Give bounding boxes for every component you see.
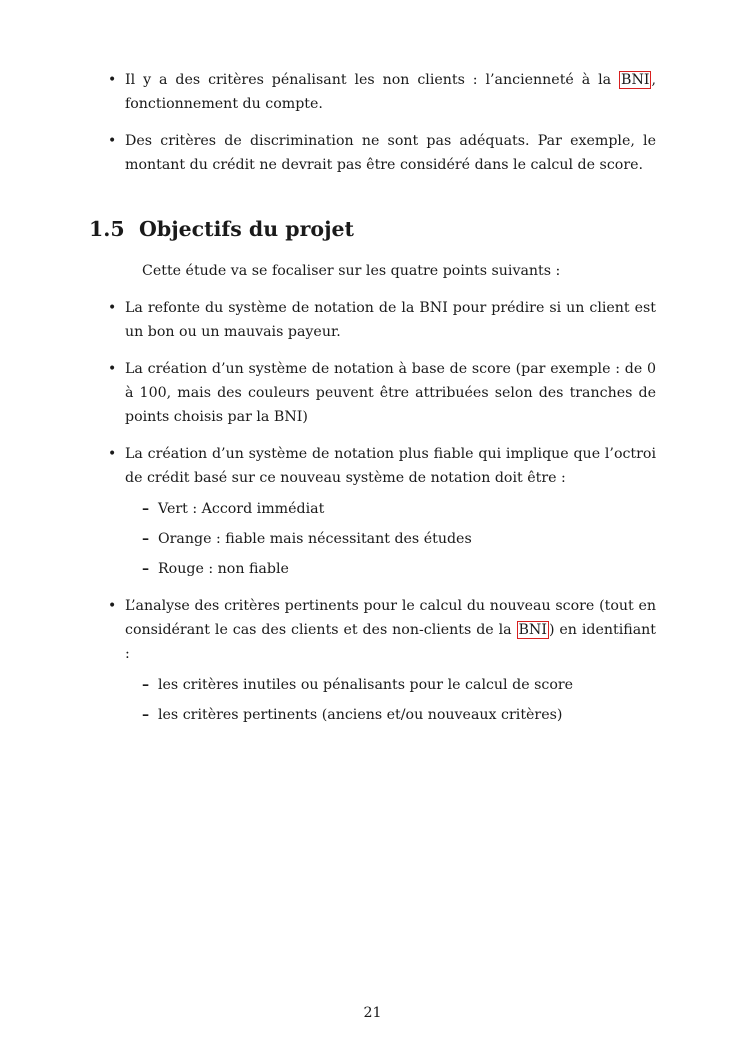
sub-list-item: – Orange : fiable mais nécessitant des études: [125, 527, 656, 551]
rating-color-list: [125, 497, 656, 581]
sub-list-item: – les critères pertinents (anciens et/ou nouveaux critères): [125, 703, 656, 727]
section-title: Objectifs du projet: [139, 217, 354, 241]
criteria-list: [108, 68, 656, 177]
criteria-sub-list: [125, 673, 656, 727]
sub-list-item: – Rouge : non fiable: [125, 557, 656, 581]
list-item: • Des critères de discrimination ne sont pas adéquats. Par exemple, le montant du crédit ne devrait pas être considéré dans le calcul de score.: [108, 129, 656, 177]
acronym-link-bni[interactable]: BNI: [518, 622, 547, 638]
list-item: • Il y a des critères pénalisant les non clients : l’ancienneté à la BNI , fonctionnement du compte.: [108, 68, 656, 116]
acronym-link-bni[interactable]: BNI: [621, 72, 650, 88]
page-number: 21: [363, 1005, 382, 1021]
list-item: • L’analyse des critères pertinents pour le calcul du nouveau score (tout en considérant le cas des clients et des non-clients de la BNI ) en identifiant : – les critères inutiles ou pénalisants pour le calcul de score – les critères pertinents (anciens et/ou nouveaux critères): [108, 594, 656, 727]
section-number: 1.5: [89, 217, 125, 241]
intro-paragraph: Cette étude va se focaliser sur les quatre points suivants :: [142, 263, 561, 279]
list-item: • La création d’un système de notation plus fiable qui implique que l’octroi de crédit basé sur ce nouveau système de notation doit être : – Vert : Accord immédiat – Orange : fiable mais nécessitant des études – Rouge : non fiable: [108, 442, 656, 581]
section-heading: [89, 216, 354, 242]
list-item: • La création d’un système de notation à base de score (par exemple : de 0 à 100, mais des couleurs peuvent être attribuées selon des tranches de points choisis par la BNI): [108, 357, 656, 429]
list-item: • La refonte du système de notation de la BNI pour prédire si un client est un bon ou un mauvais payeur.: [108, 296, 656, 344]
objectives-list: [108, 296, 656, 733]
sub-list-item: – les critères inutiles ou pénalisants pour le calcul de score: [125, 673, 656, 697]
sub-list-item: – Vert : Accord immédiat: [125, 497, 656, 521]
